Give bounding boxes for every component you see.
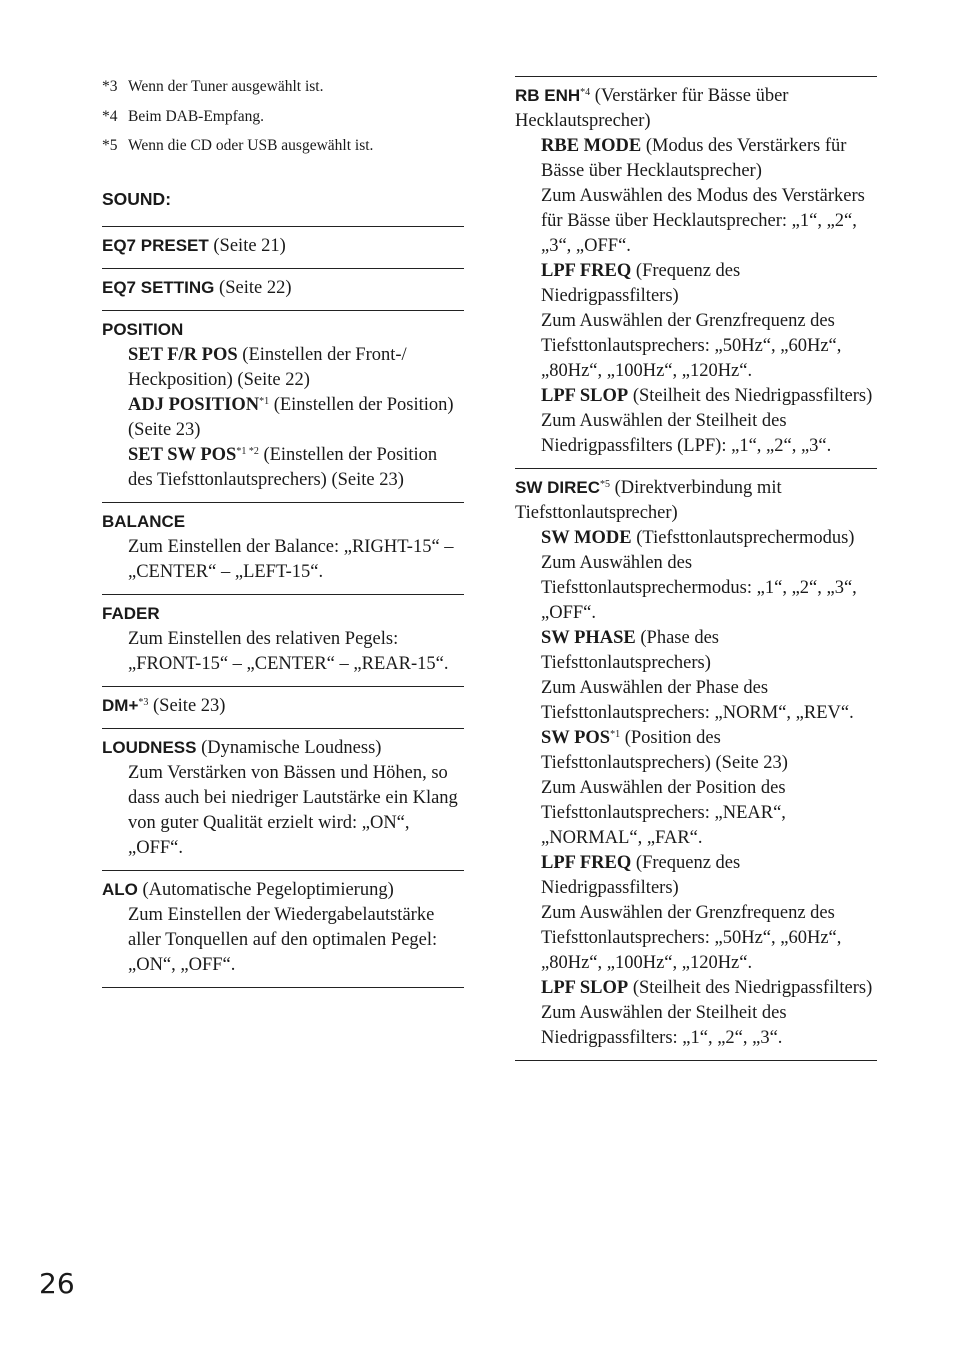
- entry-keyword: EQ7 SETTING: [102, 278, 215, 297]
- entry-keyword: SW DIREC: [515, 478, 600, 497]
- footnote-reference: *1: [259, 396, 270, 407]
- entry-keyword: DM+: [102, 696, 139, 715]
- page-number: 26: [39, 1267, 75, 1300]
- footnote-text: Wenn die CD oder USB ausgewählt ist.: [128, 137, 374, 154]
- footnote: [102, 102, 464, 132]
- sub-entry-description: (Einstellen der Position) (Seite 23): [128, 395, 454, 440]
- footnote-reference: *1 *2: [236, 446, 259, 457]
- sub-entry-keyword: LPF FREQ: [541, 261, 632, 281]
- sub-entry-keyword: SW POS: [541, 728, 611, 748]
- entry-rb-enh: [515, 76, 877, 468]
- sub-entry-keyword: SW PHASE: [541, 628, 636, 648]
- entry-sw-direc: [515, 468, 877, 1061]
- sub-entry-lpf-slop: [515, 384, 877, 459]
- entry-alo: [102, 870, 464, 988]
- sub-entry-description: (Phase des Tiefsttonlautsprechers): [541, 628, 719, 673]
- entry-keyword: LOUDNESS: [102, 738, 197, 757]
- sub-entry-adj-position: [102, 393, 464, 443]
- sub-entry-set-sw-pos: [102, 443, 464, 493]
- entry-keyword: BALANCE: [102, 512, 186, 531]
- footnote-mark: *5: [102, 137, 118, 154]
- footnotes: [102, 72, 464, 161]
- sub-entry-description: (Einstellen der Front-/ Heckposition) (Seite 22): [128, 345, 407, 390]
- sub-entry-description: (Einstellen der Position des Tiefsttonlautsprechers) (Seite 23): [128, 445, 438, 490]
- entry-description: (Dynamische Loudness): [196, 738, 382, 758]
- footnote-reference: *5: [600, 479, 610, 490]
- sub-entry-body: Zum Auswählen der Steilheit des Niedrigpassfilters (LPF): „1“, „2“, „3“.: [541, 411, 832, 456]
- sub-entry-lpf-freq: [515, 259, 877, 384]
- sub-entry-body: Zum Auswählen der Grenzfrequenz des Tiefsttonlautsprechers: „50Hz“, „60Hz“, „80Hz“, „100Hz“, „120Hz“.: [541, 311, 842, 381]
- sub-entry-keyword: LPF SLOP: [541, 978, 629, 998]
- sub-entry-description: (Position des Tiefsttonlautsprechers) (Seite 23): [541, 728, 788, 773]
- sub-entry-description: (Steilheit des Niedrigpassfilters): [628, 978, 873, 998]
- sub-entry-lpf-freq: [515, 851, 877, 976]
- entry-body: Zum Verstärken von Bässen und Höhen, so dass auch bei niedriger Lautstärke ein Klang von guter Qualität erzielt wird: „ON“, „OFF“.: [128, 763, 458, 858]
- footnote-reference: *1: [610, 729, 621, 740]
- sub-entry-keyword: ADJ POSITION: [128, 395, 260, 415]
- entry-keyword: RB ENH: [515, 86, 581, 105]
- sound-menu-entries-left: [102, 226, 464, 988]
- sub-entry-sw-pos: [515, 726, 877, 851]
- footnote: [102, 72, 464, 102]
- sub-entry-keyword: SET F/R POS: [128, 345, 238, 365]
- entry-eq7-setting: [102, 268, 464, 310]
- sub-entry-sw-mode: [515, 526, 877, 626]
- footnote-mark: *4: [102, 107, 118, 125]
- sub-entry-body: Zum Auswählen der Steilheit des Niedrigpassfilters: „1“, „2“, „3“.: [541, 1003, 787, 1048]
- sub-entry-body: Zum Auswählen der Phase des Tiefsttonlautsprechers: „NORM“, „REV“.: [541, 678, 854, 723]
- sub-entry-description: (Tiefsttonlautsprechermodus): [631, 528, 855, 548]
- entry-balance: [102, 502, 464, 594]
- entry-body: Zum Einstellen des relativen Pegels: „FRONT-15“ – „CENTER“ – „REAR-15“.: [128, 629, 449, 674]
- entry-body: Zum Einstellen der Wiedergabelautstärke aller Tonquellen auf den optimalen Pegel: „ON“, „OFF“.: [128, 905, 438, 975]
- footnote-reference: *4: [580, 87, 591, 98]
- entry-keyword: POSITION: [102, 320, 184, 339]
- sub-entry-keyword: SW MODE: [541, 528, 632, 548]
- sub-entry-keyword: SET SW POS: [128, 445, 237, 465]
- entry-loudness: [102, 728, 464, 870]
- entry-keyword: ALO: [102, 880, 138, 899]
- entry-description: (Seite 21): [208, 236, 286, 256]
- entry-keyword: EQ7 PRESET: [102, 236, 209, 255]
- sub-entry-keyword: RBE MODE: [541, 136, 642, 156]
- sub-entry-set-fr-pos: [102, 343, 464, 393]
- sub-entry-keyword: LPF FREQ: [541, 853, 632, 873]
- sub-entry-description: (Modus des Verstärkers für Bässe über Hecklautsprecher): [541, 136, 847, 181]
- entry-fader: [102, 594, 464, 686]
- sub-entry-lpf-slop: [515, 976, 877, 1051]
- entry-description: (Seite 23): [148, 696, 226, 716]
- section-heading: SOUND:: [102, 189, 172, 209]
- footnote-mark: *3: [102, 78, 118, 95]
- sub-entry-description: (Frequenz des Niedrigpassfilters): [541, 261, 741, 306]
- sub-entry-description: (Frequenz des Niedrigpassfilters): [541, 853, 741, 898]
- footnote-reference: *3: [138, 697, 149, 708]
- entry-keyword: FADER: [102, 604, 160, 623]
- entry-description: (Seite 22): [214, 278, 292, 298]
- sub-entry-body: Zum Auswählen der Grenzfrequenz des Tiefsttonlautsprechers: „50Hz“, „60Hz“, „80Hz“, „100Hz“, „120Hz“.: [541, 903, 842, 973]
- sub-entry-sw-phase: [515, 626, 877, 726]
- sub-entry-rbe-mode: [515, 134, 877, 259]
- entry-description: (Direktverbindung mit Tiefsttonlautsprecher): [515, 478, 782, 523]
- sub-entry-keyword: LPF SLOP: [541, 386, 629, 406]
- entry-body: Zum Einstellen der Balance: „RIGHT-15“ – „CENTER“ – „LEFT-15“.: [128, 537, 454, 582]
- entry-description: (Verstärker für Bässe über Hecklautsprecher): [515, 86, 789, 131]
- sub-entry-description: (Steilheit des Niedrigpassfilters): [628, 386, 873, 406]
- entry-eq7-preset: [102, 226, 464, 268]
- footnote-text: Beim DAB-Empfang.: [128, 107, 265, 125]
- entry-description: (Automatische Pegeloptimierung): [137, 880, 394, 900]
- sub-entry-body: Zum Auswählen des Tiefsttonlautsprechermodus: „1“, „2“, „3“, „OFF“.: [541, 553, 857, 623]
- footnote-text: Wenn der Tuner ausgewählt ist.: [128, 78, 324, 95]
- sub-entry-body: Zum Auswählen des Modus des Verstärkers für Bässe über Hecklautsprecher: „1“, „2“, „3“, „OFF“.: [541, 186, 865, 256]
- sub-entry-body: Zum Auswählen der Position des Tiefsttonlautsprechers: „NEAR“, „NORMAL“, „FAR“.: [541, 778, 786, 848]
- entry-dm-plus: [102, 686, 464, 728]
- sound-menu-entries-right: [515, 76, 877, 1061]
- footnote: [102, 131, 464, 161]
- entry-position: [102, 310, 464, 502]
